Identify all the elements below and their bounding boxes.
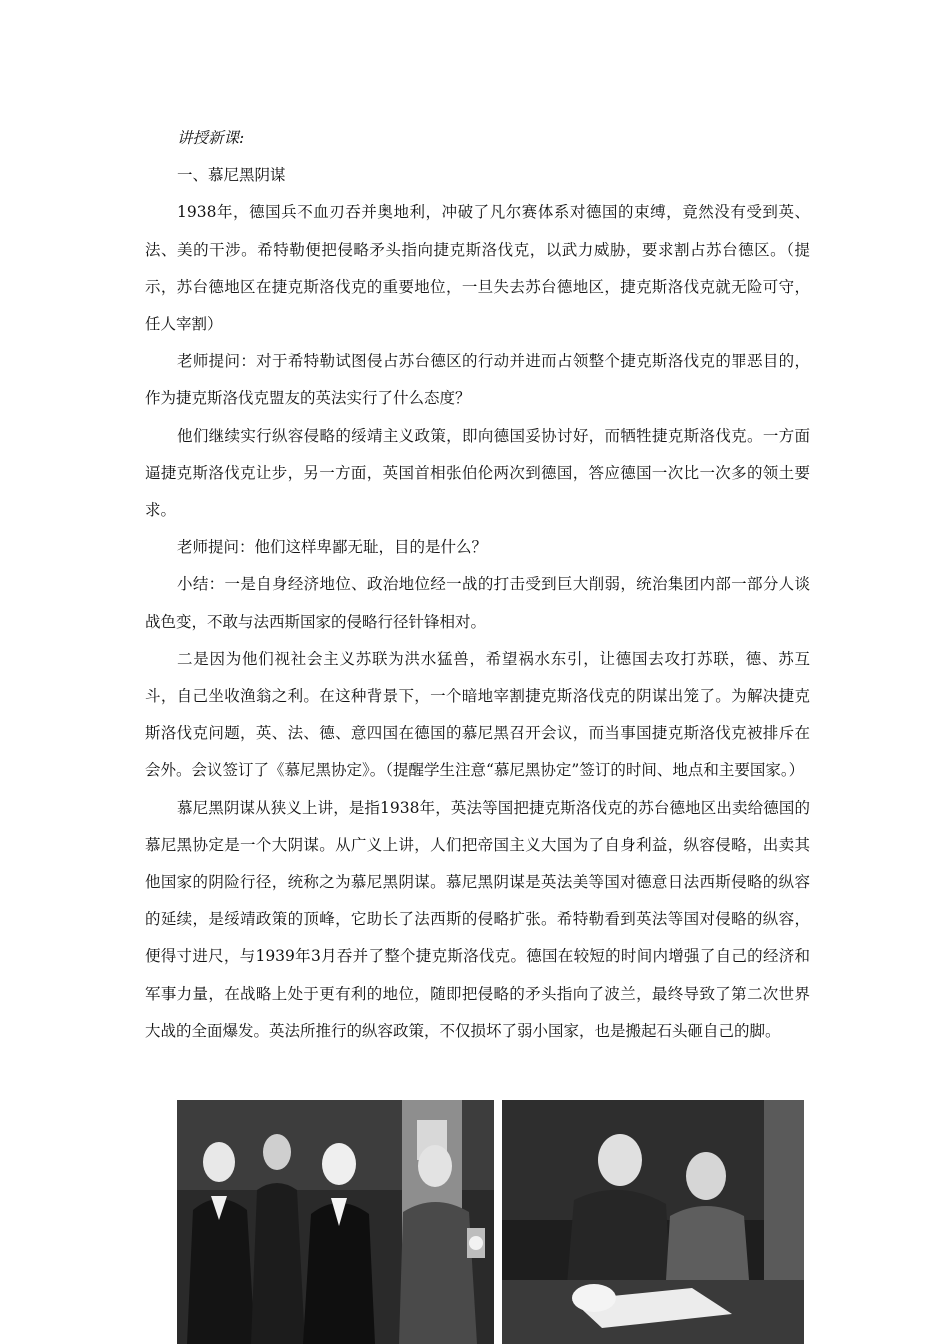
paragraph-6: 二是因为他们视社会主义苏联为洪水猛兽，希望祸水东引，让德国去攻打苏联，德、苏互斗，自己坐收渔翁之利。在这种背景下，一个暗地宰割捷克斯洛伐克的阴谋出笼了。为解决捷克斯洛伐克问题，英、法、德、意四国在德国的慕尼黑召开会议，而当事国捷克斯洛伐克被排斥在会外。会议签订了《慕尼黑协定》。（提醒学生注意“慕尼黑协定”签订的时间、地点和主要国家。） — [145, 649, 810, 780]
munich-signing-photo — [502, 1100, 804, 1344]
munich-leaders-photo — [177, 1100, 494, 1344]
section-title: 一、慕尼黑阴谋 — [177, 166, 286, 185]
paragraph-4: 老师提问：他们这样卑鄙无耻，目的是什么？ — [177, 538, 488, 557]
paragraph-1: 1938年，德国兵不血刃吞并奥地利，冲破了凡尔赛体系对德国的束缚，竟然没有受到英、法、美的干涉。希特勒便把侵略矛头指向捷克斯洛伐克，以武力威胁，要求割占苏台德区。（提示，苏台德地区在捷克斯洛伐克的重要地位，一旦失去苏台德地区，捷克斯洛伐克就无险可守，任人宰割） — [145, 203, 810, 334]
paragraph-2: 老师提问：对于希特勒试图侵占苏台德区的行动并进而占领整个捷克斯洛伐克的罪恶目的，作为捷克斯洛伐克盟友的英法实行了什么态度？ — [145, 352, 810, 408]
lesson-heading: 讲授新课: — [177, 129, 245, 147]
paragraph-5: 小结：一是自身经济地位、政治地位经一战的打击受到巨大削弱，统治集团内部一部分人谈战色变，不敢与法西斯国家的侵略行径针锋相对。 — [145, 575, 810, 631]
paragraph-7: 慕尼黑阴谋从狭义上讲，是指1938年，英法等国把捷克斯洛伐克的苏台德地区出卖给德国的慕尼黑协定是一个大阴谋。从广义上讲，人们把帝国主义大国为了自身利益，纵容侵略，出卖其他国家的阴险行径，统称之为慕尼黑阴谋。慕尼黑阴谋是英法美等国对德意日法西斯侵略的纵容的延续，是绥靖政策的顶峰，它助长了法西斯的侵略扩张。希特勒看到英法等国对侵略的纵容，便得寸进尺，与1939年3月吞并了整个捷克斯洛伐克。德国在较短的时间内增强了自己的经济和军事力量，在战略上处于更有利的地位，随即把侵略的矛头指向了波兰，最终导致了第二次世界大战的全面爆发。英法所推行的纵容政策，不仅损坏了弱小国家，也是搬起石头砸自己的脚。 — [145, 798, 810, 1040]
historical-photos — [177, 1100, 804, 1344]
lesson-body — [145, 120, 810, 1050]
paragraph-3: 他们继续实行纵容侵略的绥靖主义政策，即向德国妥协讨好，而牺牲捷克斯洛伐克。一方面逼捷克斯洛伐克让步，另一方面，英国首相张伯伦两次到德国，答应德国一次比一次多的领土要求。 — [145, 426, 810, 520]
